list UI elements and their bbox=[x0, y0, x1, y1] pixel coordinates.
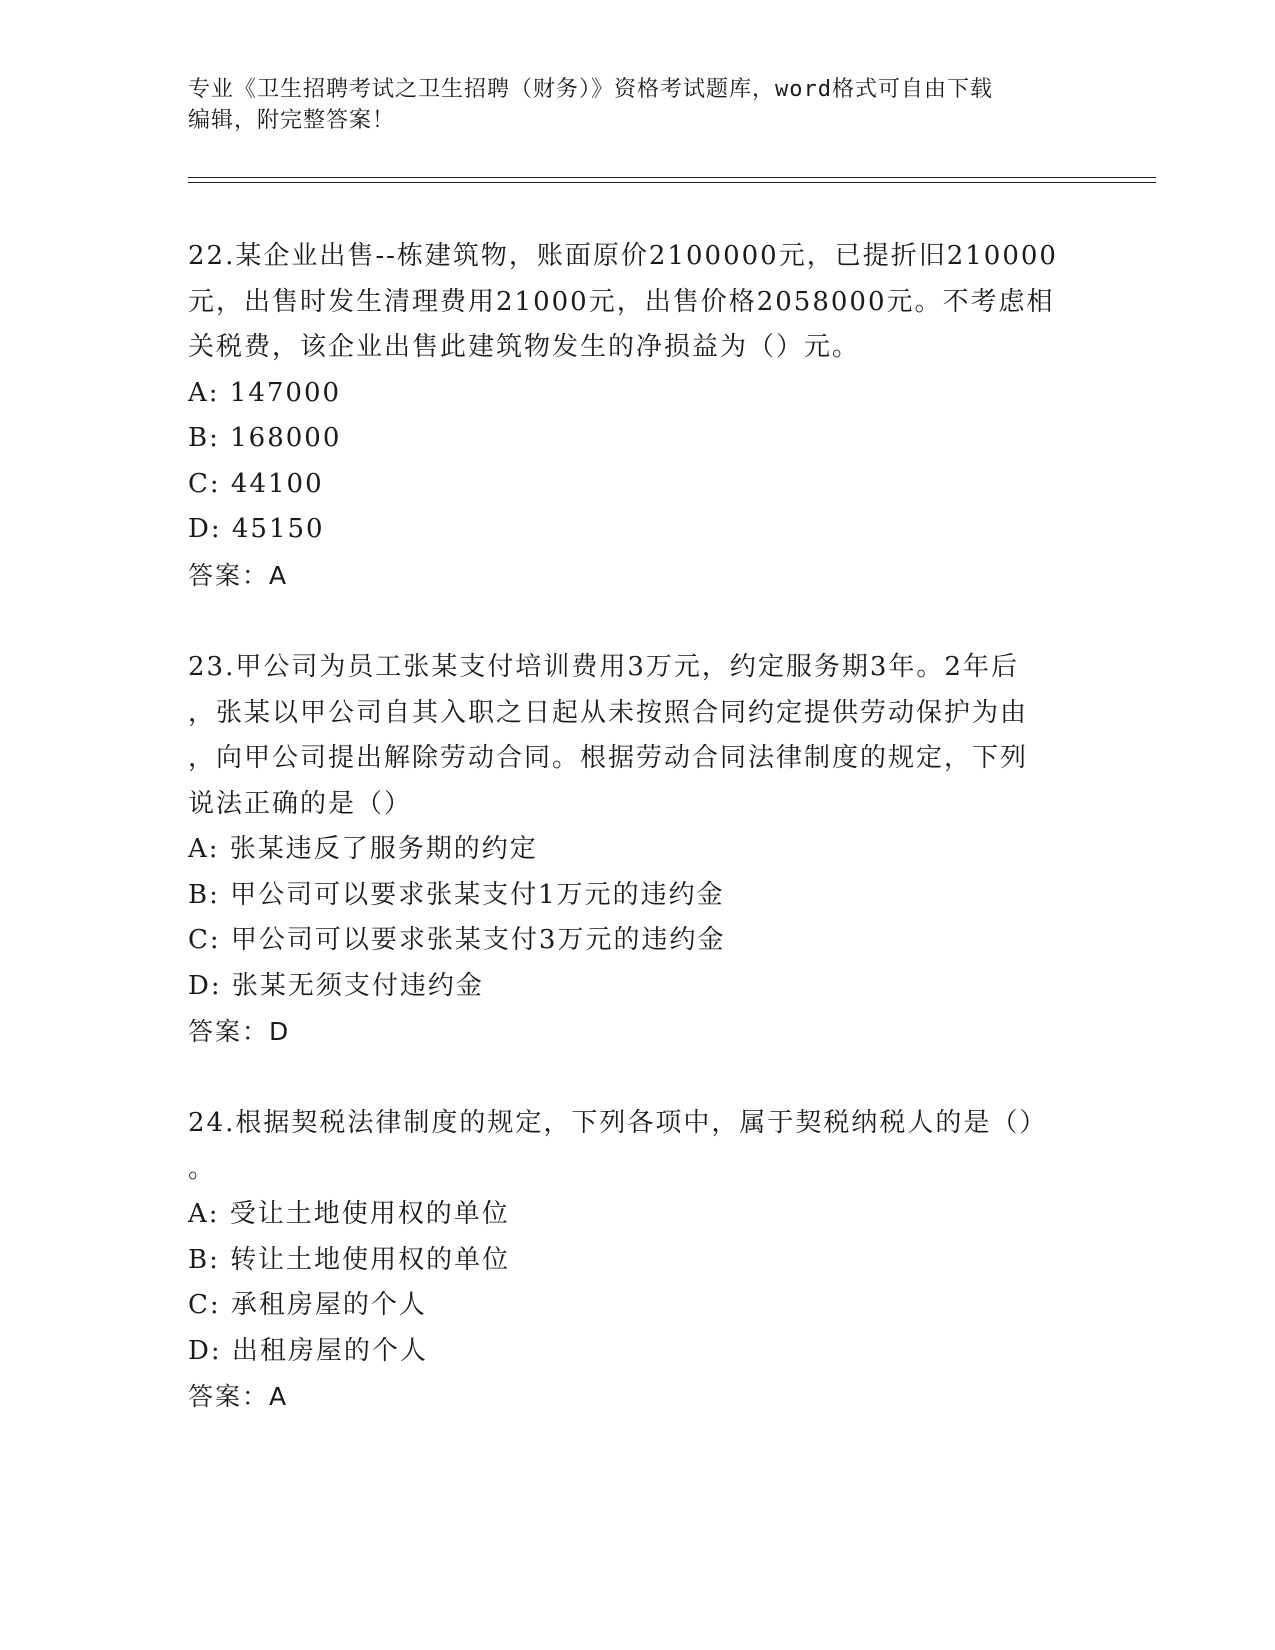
header-divider-top bbox=[188, 177, 1156, 178]
question-23 bbox=[188, 645, 1068, 1055]
page-header-text: 专业《卫生招聘考试之卫生招聘（财务）》资格考试题库，word格式可自由下载 编辑，附完整答案！ bbox=[188, 77, 993, 133]
answer-line: 答案：A bbox=[188, 1382, 289, 1411]
option-d: D: 出租房屋的个人 bbox=[188, 1335, 428, 1366]
question-stem: 24.根据契税法律制度的规定，下列各项中，属于契税纳税人的是（） 。 bbox=[188, 1108, 1048, 1184]
option-a: A: 张某违反了服务期的约定 bbox=[188, 834, 538, 864]
answer-line: 答案：A bbox=[188, 560, 289, 590]
option-c: C: 甲公司可以要求张某支付3万元的违约金 bbox=[188, 925, 726, 955]
header-divider-bottom bbox=[188, 182, 1156, 183]
option-a: A: 受让土地使用权的单位 bbox=[188, 1199, 510, 1229]
question-stem: 23.甲公司为员工张某支付培训费用3万元，约定服务期3年。2年后 ，张某以甲公司自其入职之日起从未按照合同约定提供劳动保护为由 ，向甲公司提出解除劳动合同。根据劳动合同法律制度的规定，下列 说法正确的是（） bbox=[188, 652, 1029, 819]
option-a: A: 147000 bbox=[188, 377, 342, 408]
option-c: C: 承租房屋的个人 bbox=[188, 1290, 427, 1320]
option-b: B: 甲公司可以要求张某支付1万元的违约金 bbox=[188, 879, 725, 910]
question-22 bbox=[188, 234, 1068, 598]
option-d: D: 张某无须支付违约金 bbox=[188, 970, 484, 1001]
answer-line: 答案：D bbox=[188, 1017, 291, 1046]
question-24 bbox=[188, 1101, 1068, 1420]
option-c: C: 44100 bbox=[188, 468, 324, 499]
option-b: B: 转让土地使用权的单位 bbox=[188, 1244, 511, 1275]
option-b: B: 168000 bbox=[188, 423, 342, 453]
question-stem: 22.某企业出售--栋建筑物，账面原价2100000元，已提折旧210000 元，出售时发生清理费用21000元，出售价格2058000元。不考虑相 关税费，该企业出售此建筑物发生的净损益为（）元。 bbox=[188, 241, 1058, 362]
option-d: D: 45150 bbox=[188, 514, 325, 544]
